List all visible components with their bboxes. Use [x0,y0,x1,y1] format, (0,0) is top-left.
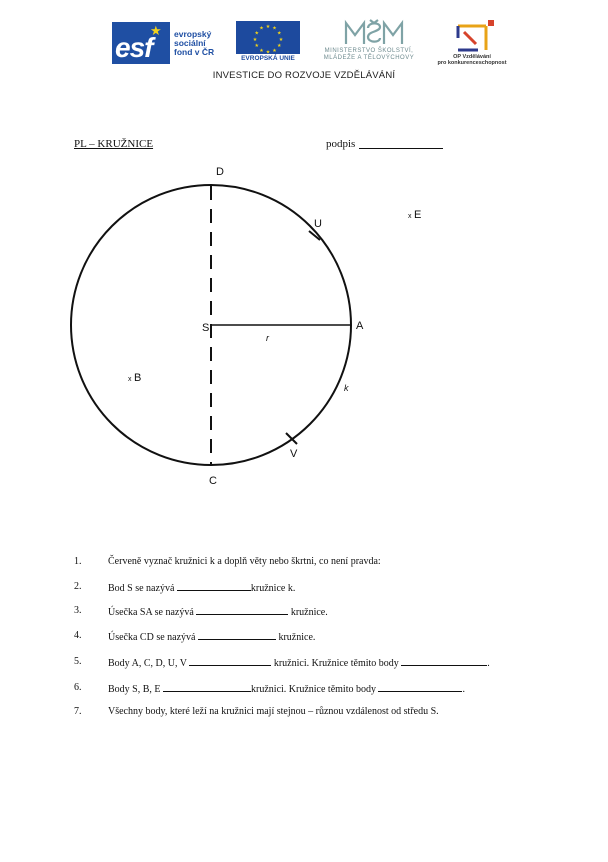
task-text: Všechny body, které leží na kružnici mají stejnou – různou vzdálenost od středu S. [108,706,439,717]
task-text: Červeně vyznač kružnici k a doplň věty nebo škrtni, co není pravda: [108,556,381,567]
svg-text:★: ★ [272,25,277,32]
label-d: D [216,166,224,178]
task-text-pre: Úsečka CD se nazývá [108,632,198,643]
answer-blank[interactable] [196,605,288,615]
svg-text:★: ★ [265,49,271,54]
task-number: 6. [74,682,82,693]
svg-text:★: ★ [259,47,264,54]
task-number: 2. [74,581,82,592]
svg-text:★: ★ [277,30,282,37]
task-text [108,630,315,643]
msmt-caption-line: MLÁDEŽE A TĚLOVÝCHOVY [323,55,415,61]
label-a: A [356,320,364,332]
answer-blank[interactable] [177,581,251,591]
answer-blank[interactable] [378,682,462,692]
answer-blank[interactable] [189,656,271,666]
msmt-caption-line: MINISTERSTVO ŠKOLSTVÍ, [324,48,414,54]
svg-text:★: ★ [278,36,284,43]
task-text [108,682,465,695]
label-u: U [314,218,322,230]
op-caption-line: pro konkurenceschopnost [437,60,507,66]
task-number: 7. [74,706,82,717]
svg-text:★: ★ [254,43,259,50]
esf-letters: esf [115,32,153,63]
point-b-mark: x [128,376,132,383]
task-number: 5. [74,656,82,667]
task-text-post: . [487,658,490,669]
svg-text:★: ★ [252,36,258,43]
task-number: 4. [74,630,82,641]
task-text [108,605,328,618]
svg-text:★: ★ [265,24,271,30]
task-number: 1. [74,556,82,567]
signature-label: podpis [326,138,356,150]
eu-caption: EVROPSKÁ UNIE [241,55,295,62]
esf-star-icon: ★ [150,23,162,38]
answer-blank[interactable] [401,656,487,666]
esf-text-line: sociální [174,38,206,48]
label-e: E [414,209,422,221]
svg-text:★: ★ [272,47,277,54]
label-k: k [344,383,349,393]
op-caption-line: OP Vzdělávání [453,54,491,60]
task-text-post: . [462,684,465,695]
task-number: 3. [74,605,82,616]
point-e-mark: x [408,213,412,220]
esf-text-line: fond v ČR [174,47,215,57]
task-text-pre: Bod S se nazývá [108,583,177,594]
svg-text:★: ★ [259,25,264,32]
task-text [108,656,490,669]
task-text-post: kružnice. [288,607,328,618]
task-text-post: kružnice k. [250,583,296,594]
task-text-pre: Úsečka SA se nazývá [108,607,197,618]
task-text-post: kružnice. [275,632,316,643]
page-title: PL – KRUŽNICE [74,138,154,150]
svg-text:★: ★ [254,30,259,37]
task-text-pre: Body S, B, E [108,684,164,695]
label-s: S [202,322,210,334]
label-v: V [290,448,298,460]
task-text-mid: kružnici. Kružnice těmito body [271,658,402,669]
answer-blank[interactable] [163,682,251,692]
task-text [108,581,295,594]
task-text-pre: Body A, C, D, U, V [108,658,190,669]
svg-text:★: ★ [277,43,282,50]
label-c: C [209,475,217,487]
esf-text-line: evropský [174,29,212,39]
label-b: B [134,372,142,384]
task-text-mid: kružnici. Kružnice těmito body [251,684,379,695]
label-r: r [266,333,269,343]
tagline: INVESTICE DO ROZVOJE VZDĚLÁVÁNÍ [212,70,396,81]
answer-blank[interactable] [198,630,276,640]
